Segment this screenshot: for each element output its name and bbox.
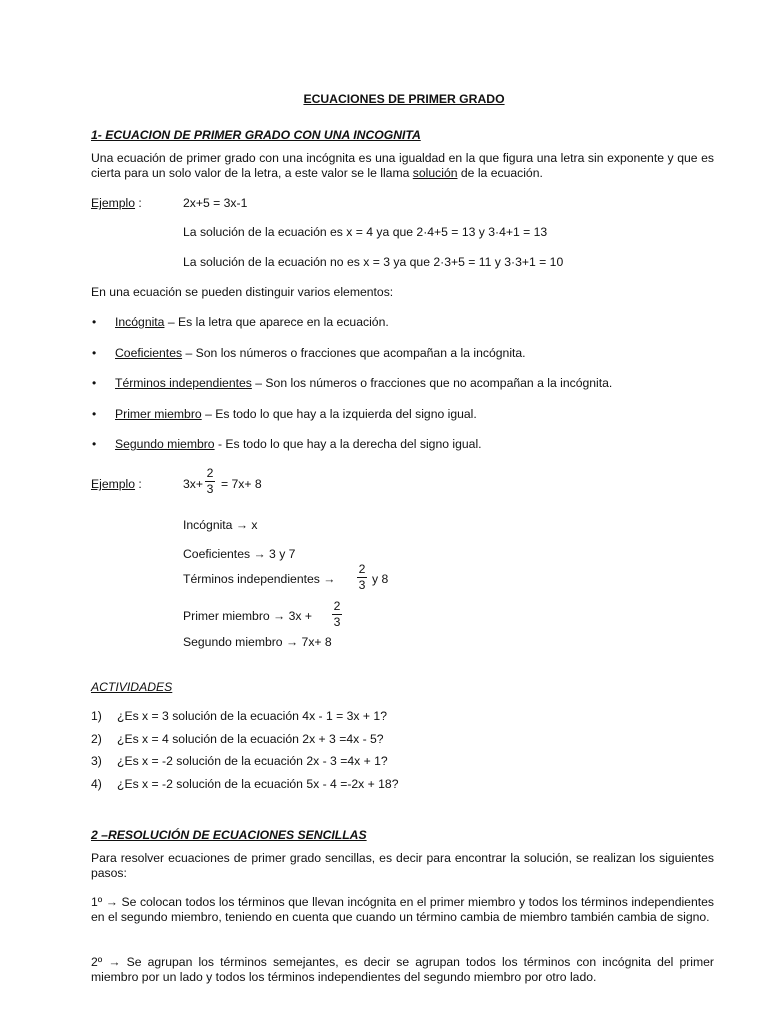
bullet: • [92, 437, 97, 451]
list-item: Coeficientes – Son los números o fracciones que acompañan a la incógnita. [115, 346, 526, 360]
bullet: • [92, 346, 97, 360]
intro-text-end: de la ecuación. [457, 166, 543, 180]
ejemplo2-rhs: = 7x+ 8 [221, 477, 262, 491]
incognita-line: Incógnita → x [183, 518, 258, 532]
list-item: Primer miembro – Es todo lo que hay a la izquierda del signo igual. [115, 407, 477, 421]
activity-number: 1) [91, 709, 102, 723]
elements-intro: En una ecuación se pueden distinguir varios elementos: [91, 285, 394, 299]
section1-heading: 1- ECUACION DE PRIMER GRADO CON UNA INCOGNITA [91, 128, 421, 142]
activity-item: ¿Es x = -2 solución de la ecuación 2x - 3 =4x + 1? [117, 754, 388, 768]
ejemplo2-lhs: 3x+ [183, 477, 203, 491]
segundo-miembro-line: Segundo miembro → 7x+ 8 [183, 635, 332, 649]
ejemplo1-label: Ejemplo : [91, 196, 142, 210]
activity-item: ¿Es x = 4 solución de la ecuación 2x + 3 =4x - 5? [117, 732, 384, 746]
fraction-two-thirds: 2 3 [206, 466, 214, 496]
bullet: • [92, 376, 97, 390]
ejemplo1-solution: La solución de la ecuación es x = 4 ya que 2·4+5 = 13 y 3·4+1 = 13 [183, 225, 548, 239]
page-title: ECUACIONES DE PRIMER GRADO [303, 92, 505, 106]
activity-number: 4) [91, 777, 102, 791]
ejemplo1-non-solution: La solución de la ecuación no es x = 3 ya que 2·3+5 = 11 y 3·3+1 = 10 [183, 255, 564, 269]
primer-miembro-line: Primer miembro → 3x + [183, 609, 313, 623]
activity-number: 2) [91, 732, 102, 746]
bullet: • [92, 407, 97, 421]
section2-heading: 2 –RESOLUCIÓN DE ECUACIONES SENCILLAS [91, 828, 367, 842]
terminos-line: Términos independientes → [183, 572, 336, 586]
ejemplo2-label: Ejemplo : [91, 477, 142, 491]
ejemplo1-equation: 2x+5 = 3x-1 [183, 196, 248, 210]
list-item: Segundo miembro - Es todo lo que hay a la derecha del signo igual. [115, 437, 482, 451]
section2-step1: 1º → Se colocan todos los términos que llevan incógnita en el primer miembro y todos los términos independientes en el segundo miembro, teniendo en cuenta que cuando un término cambia de miembro también cambia de signo. [91, 895, 714, 924]
intro-text: Una ecuación de primer grado con una incógnita es una igualdad en la que figura una letra sin exponente y que es cierta para un solo valor de la letra, a este valor se le llama [91, 151, 714, 180]
activity-item: ¿Es x = 3 solución de la ecuación 4x - 1 = 3x + 1? [117, 709, 387, 723]
activity-item: ¿Es x = -2 solución de la ecuación 5x - 4 =-2x + 18? [117, 777, 399, 791]
section1-intro [91, 151, 714, 181]
fraction-two-thirds: 2 3 [333, 599, 341, 629]
activity-number: 3) [91, 754, 102, 768]
section2-step2: 2º → Se agrupan los términos semejantes, es decir se agrupan todos los términos con incógnita del primer miembro por un lado y todos los términos independientes del segundo miembro por otro lado. [91, 955, 714, 984]
actividades-heading: ACTIVIDADES [91, 680, 173, 694]
coeficientes-line: Coeficientes → 3 y 7 [183, 547, 296, 561]
terminos-tail: y 8 [372, 572, 389, 586]
list-item: Incógnita – Es la letra que aparece en la ecuación. [115, 315, 389, 329]
section2-intro: Para resolver ecuaciones de primer grado sencillas, es decir para encontrar la solución, se realizan los siguientes pasos: [91, 851, 714, 880]
bullet: • [92, 315, 97, 329]
fraction-two-thirds: 2 3 [358, 562, 366, 592]
solucion-term: solución [412, 166, 458, 180]
list-item: Términos independientes – Son los números o fracciones que no acompañan a la incógnita. [115, 376, 613, 390]
